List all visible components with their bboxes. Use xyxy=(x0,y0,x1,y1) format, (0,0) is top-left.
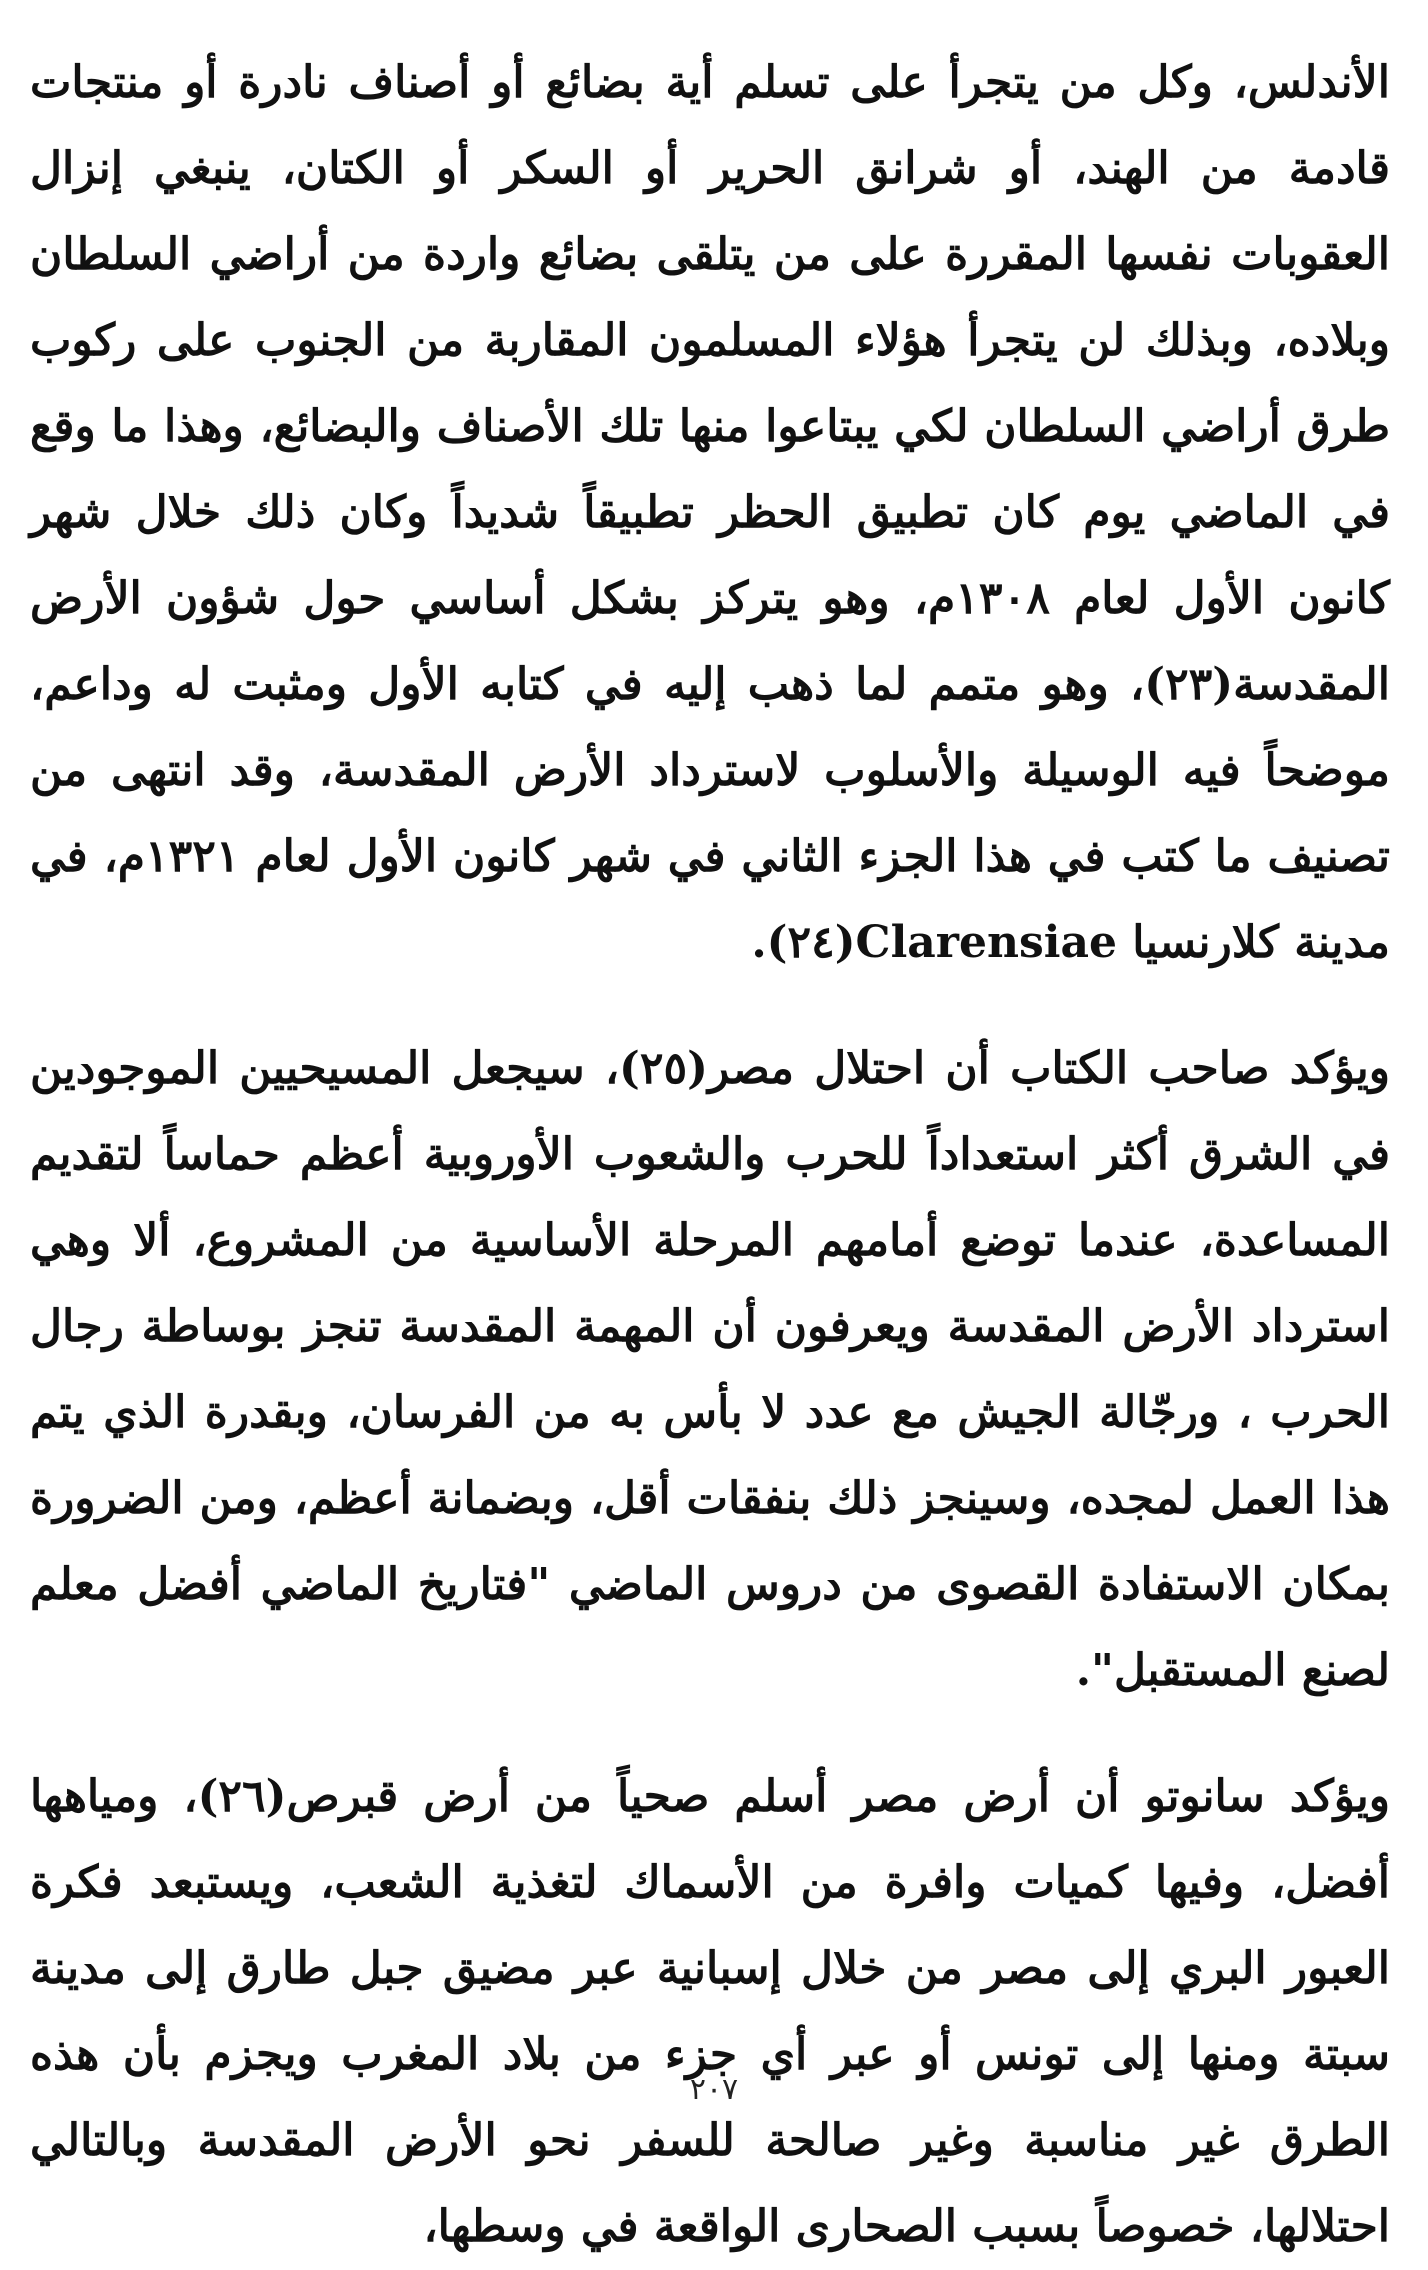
paragraph-1: الأندلس، وكل من يتجرأ على تسلم أية بضائع أو أصناف نادرة أو منتجات قادمة من الهند، أو شرانق الحرير أو السكر أو الكتان، ينبغي إنزال العقوبات نفسها المقررة على من يتلقى بضائع واردة من أراضي السلطان وبلاده، وبذلك لن يتجرأ هؤلاء المسلمون المقاربة من الجنوب على ركوب طرق أراضي السلطان لكي يبتاعوا منها تلك الأصناف والبضائع، وهذا ما وقع في الماضي يوم كان تطبيق الحظر تطبيقاً شديداً وكان ذلك خلال شهر كانون الأول لعام ١٣٠٨م، وهو يتركز بشكل أساسي حول شؤون الأرض المقدسة(٢٣)، وهو متمم لما ذهب إليه في كتابه الأول ومثبت له وداعم، موضحاً فيه الوسيلة والأسلوب لاسترداد الأرض المقدسة، وقد انتهى من تصنيف ما كتب في هذا الجزء الثاني في شهر كانون الأول لعام ١٣٢١م، في مدينة كلارنسيا Clarensiae(٢٤). xyxy=(30,57,1390,968)
paragraph-3: ويؤكد سانوتو أن أرض مصر أسلم صحياً من أرض قبرص(٢٦)، ومياهها أفضل، وفيها كميات وافرة من الأسماك لتغذية الشعب، ويستبعد فكرة العبور البري إلى مصر من خلال إسبانية عبر مضيق جبل طارق إلى مدينة سبتة ومنها إلى تونس أو عبر أي جزء من بلاد المغرب ويجزم بأن هذه الطرق غير مناسبة وغير صالحة للسفر نحو الأرض المقدسة وبالتالي احتلالها، خصوصاً بسبب الصحارى الواقعة في وسطها، xyxy=(30,1771,1390,2252)
document-page xyxy=(30,40,1390,2252)
paragraph-2: ويؤكد صاحب الكتاب أن احتلال مصر(٢٥)، سيجعل المسيحيين الموجودين في الشرق أكثر استعداداً للحرب والشعوب الأوروبية أعظم حماساً لتقديم المساعدة، عندما توضع أمامهم المرحلة الأساسية من المشروع، ألا وهي استرداد الأرض المقدسة ويعرفون أن المهمة المقدسة تنجز بوساطة رجال الحرب ، ورجّالة الجيش مع عدد لا بأس به من الفرسان، وبقدرة الذي يتم هذا العمل لمجده، وسينجز ذلك بنفقات أقل، وبضمانة أعظم، ومن الضرورة بمكان الاستفادة القصوى من دروس الماضي "فتاريخ الماضي أفضل معلم لصنع المستقبل". xyxy=(30,1043,1390,1696)
page-number: ٢٠٧ xyxy=(689,2072,739,2107)
